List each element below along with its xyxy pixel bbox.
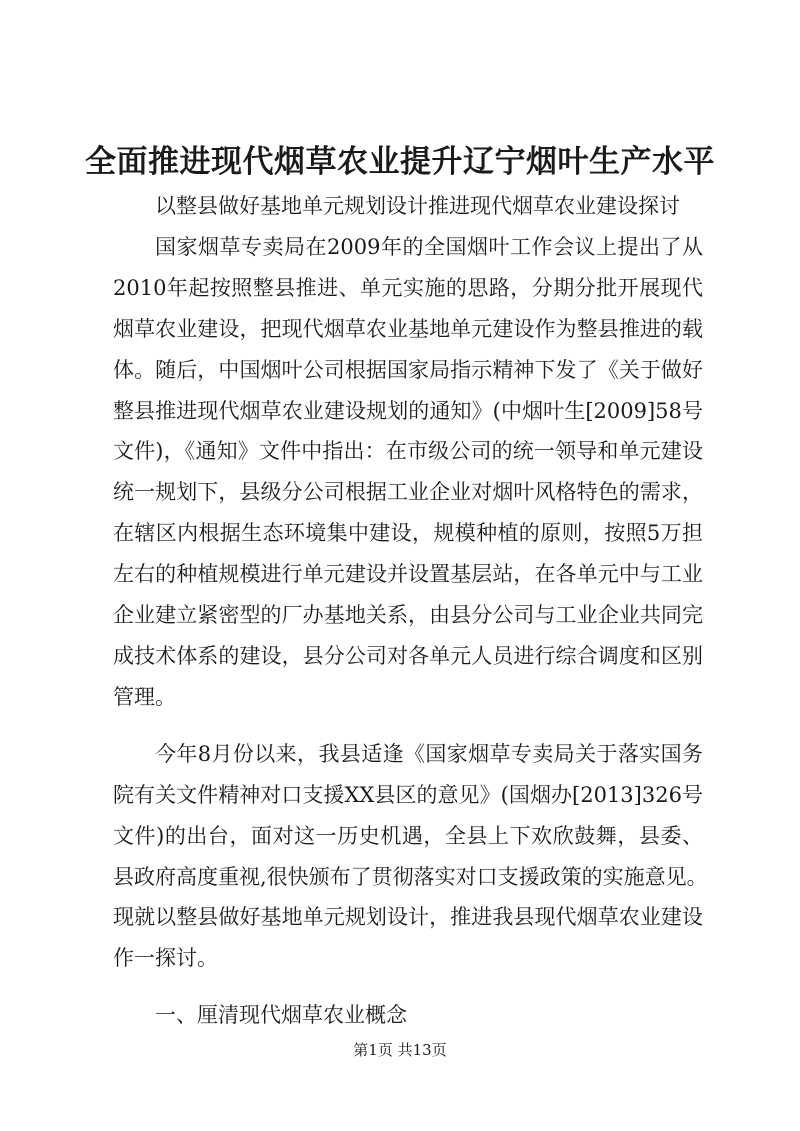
- paragraph-line: 企业建立紧密型的厂办基地关系，由县分公司与工业企业共同完: [113, 603, 703, 628]
- paragraph-line: 烟草农业建设，把现代烟草农业基地单元建设作为整县推进的载: [113, 316, 703, 341]
- paragraph-line: 2010年起按照整县推进、单元实施的思路，分期分批开展现代: [113, 275, 703, 300]
- paragraph-line: 体。随后，中国烟叶公司根据国家局指示精神下发了《关于做好: [113, 357, 703, 382]
- paragraph-line: 管理。: [113, 684, 176, 709]
- paragraph-1: [113, 227, 703, 718]
- paragraph-line: 国家烟草专卖局在2009年的全国烟叶工作会议上提出了从: [155, 234, 703, 259]
- page-number-footer: 第1页 共13页: [353, 1041, 447, 1059]
- paragraph-line: 统一规划下，县级分公司根据工业企业对烟叶风格特色的需求，: [113, 480, 703, 505]
- paragraph-line: 文件)，《通知》文件中指出：在市级公司的统一领导和单元建设: [113, 439, 703, 464]
- paragraph-line: 县政府高度重视,很快颁布了贯彻落实对口支援政策的实施意见。: [113, 864, 708, 889]
- section-heading: 一、厘清现代烟草农业概念: [155, 1003, 407, 1028]
- paragraph-line: 文件)的出台，面对这一历史机遇，全县上下欢欣鼓舞，县委、: [113, 823, 703, 848]
- paragraph-line: 作一探讨。: [113, 946, 218, 971]
- paragraph-2: [113, 734, 708, 979]
- paragraph-line: 左右的种植规模进行单元建设并设置基层站，在各单元中与工业: [113, 562, 703, 587]
- paragraph-line: 今年8月份以来，我县适逢《国家烟草专卖局关于落实国务: [155, 741, 703, 766]
- paragraph-line: 成技术体系的建设，县分公司对各单元人员进行综合调度和区别: [113, 643, 703, 668]
- paragraph-line: 现就以整县做好基地单元规划设计，推进我县现代烟草农业建设: [113, 905, 703, 930]
- document-body: [113, 186, 708, 1036]
- paragraph-line: 整县推进现代烟草农业建设规划的通知》(中烟叶生[2009]58号: [113, 398, 703, 423]
- paragraph-gap: [113, 718, 703, 734]
- document-title: 全面推进现代烟草农业提升辽宁烟叶生产水平: [85, 144, 715, 180]
- paragraph-line: 在辖区内根据生态环境集中建设，规模种植的原则，按照5万担: [113, 521, 703, 546]
- document-subtitle: 以整县做好基地单元规划设计推进现代烟草农业建设探讨: [155, 194, 680, 218]
- paragraph-gap: [113, 979, 703, 995]
- paragraph-line: 院有关文件精神对口支援XX县区的意见》(国烟办[2013]326号: [113, 782, 703, 807]
